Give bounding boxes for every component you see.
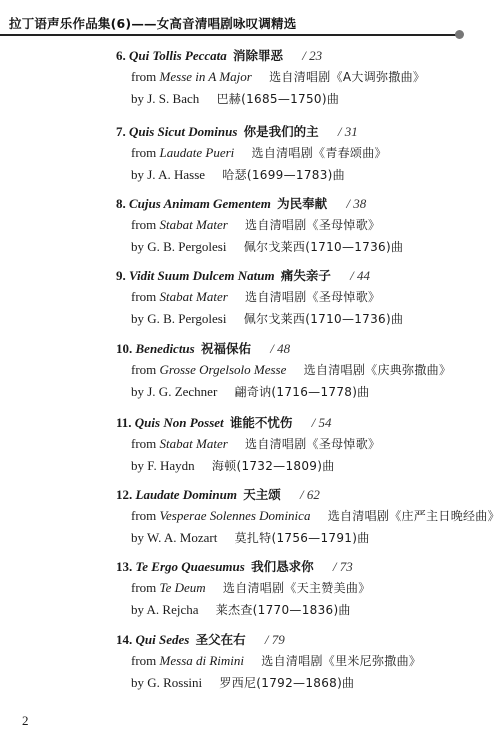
entry-number: 11. xyxy=(116,415,132,430)
by-label: by xyxy=(131,530,144,545)
entry-work-chinese: 选自清唱剧《圣母悼歌》 xyxy=(245,290,381,304)
entry-source-line xyxy=(131,68,425,85)
entry-page-ref: / 73 xyxy=(332,559,353,574)
entry-title-line xyxy=(116,630,285,648)
entry-composer-line xyxy=(131,601,351,618)
entry-work-chinese: 选自清唱剧《A大调弥撒曲》 xyxy=(269,70,426,84)
entry-latin-title: Benedictus xyxy=(135,341,195,356)
entry-latin-title: Te Ergo Quaesumus xyxy=(135,559,245,574)
entry-page-ref: / 48 xyxy=(270,341,291,356)
by-label: by xyxy=(131,91,144,106)
entry-source-line xyxy=(131,144,387,161)
entry-work-chinese: 选自清唱剧《里米尼弥撒曲》 xyxy=(261,654,422,668)
entry-source-line xyxy=(131,579,371,596)
entry-title-line xyxy=(116,194,366,212)
from-label: from xyxy=(131,580,157,595)
by-label: by xyxy=(131,239,144,254)
entry-work-chinese: 选自清唱剧《庄严主日晚经曲》 xyxy=(327,509,500,523)
entry-number: 7. xyxy=(116,124,126,139)
entry-source-line xyxy=(131,652,421,669)
by-label: by xyxy=(131,311,144,326)
entry-composer: J. S. Bach xyxy=(147,91,200,106)
entry-composer: J. A. Hasse xyxy=(147,167,206,182)
entry-source-line xyxy=(131,361,451,378)
entry-composer-chinese: 罗西尼(1792—1868)曲 xyxy=(219,676,355,690)
toc-entry xyxy=(0,557,500,637)
entry-composer: W. A. Mozart xyxy=(147,530,218,545)
entry-composer-line xyxy=(131,383,369,400)
toc-entry xyxy=(0,485,500,565)
by-label: by xyxy=(131,384,144,399)
entry-chinese-title: 圣父在右 xyxy=(195,632,246,647)
entry-number: 12. xyxy=(116,487,133,502)
toc-entry xyxy=(0,194,500,274)
from-label: from xyxy=(131,362,157,377)
entry-work-chinese: 选自清唱剧《圣母悼歌》 xyxy=(245,437,381,451)
entry-chinese-title: 天主颂 xyxy=(243,487,281,502)
entry-composer-line xyxy=(131,238,403,255)
entry-composer-chinese: 翩奇讷(1716—1778)曲 xyxy=(234,385,370,399)
entry-source-line xyxy=(131,507,500,524)
entry-page-ref: / 31 xyxy=(337,124,358,139)
entry-title-line xyxy=(116,339,290,357)
entry-number: 9. xyxy=(116,268,126,283)
entry-source-line xyxy=(131,288,380,305)
entry-composer-line xyxy=(131,674,354,691)
entry-latin-title: Cujus Animam Gementem xyxy=(129,196,271,211)
entry-title-line xyxy=(116,485,320,503)
toc-entry xyxy=(0,413,500,493)
entry-chinese-title: 痛失亲子 xyxy=(280,268,331,283)
from-label: from xyxy=(131,69,157,84)
by-label: by xyxy=(131,167,144,182)
entry-page-ref: / 23 xyxy=(302,48,323,63)
entry-number: 6. xyxy=(116,48,126,63)
entry-number: 10. xyxy=(116,341,133,356)
entry-chinese-title: 我们恳求你 xyxy=(251,559,314,574)
entry-composer-line xyxy=(131,166,345,183)
toc-entry xyxy=(0,630,500,710)
entry-work-chinese: 选自清唱剧《庆典弥撒曲》 xyxy=(303,363,452,377)
by-label: by xyxy=(131,675,144,690)
entry-composer-chinese: 巴赫(1685—1750)曲 xyxy=(216,92,340,106)
entry-work-chinese: 选自清唱剧《天主赞美曲》 xyxy=(222,581,371,595)
entry-work: Stabat Mater xyxy=(159,436,228,451)
entry-composer-line xyxy=(131,529,370,546)
entry-latin-title: Quis Sicut Dominus xyxy=(129,124,238,139)
entry-page-ref: / 38 xyxy=(346,196,367,211)
from-label: from xyxy=(131,289,157,304)
entry-chinese-title: 谁能不忧伤 xyxy=(229,415,293,430)
entry-source-line xyxy=(131,216,380,233)
entry-work: Stabat Mater xyxy=(159,217,228,232)
entry-composer: F. Haydn xyxy=(147,458,195,473)
entry-number: 8. xyxy=(116,196,126,211)
entry-work: Te Deum xyxy=(159,580,206,595)
entry-composer: G. Rossini xyxy=(147,675,203,690)
entry-work: Stabat Mater xyxy=(159,289,228,304)
entry-latin-title: Qui Tollis Peccata xyxy=(129,48,227,63)
entry-composer-chinese: 佩尔戈莱西(1710—1736)曲 xyxy=(243,240,404,254)
entry-chinese-title: 为民奉献 xyxy=(277,196,328,211)
entry-work: Messa di Rimini xyxy=(159,653,245,668)
entry-composer: A. Rejcha xyxy=(146,602,199,617)
entry-title-line xyxy=(116,46,322,64)
entry-composer-chinese: 莫扎特(1756—1791)曲 xyxy=(234,531,370,545)
entry-latin-title: Qui Sedes xyxy=(135,632,190,647)
entry-latin-title: Quis Non Posset xyxy=(134,415,224,430)
entry-title-line xyxy=(116,413,332,431)
entry-source-line xyxy=(131,435,380,452)
entry-composer-chinese: 佩尔戈莱西(1710—1736)曲 xyxy=(243,312,404,326)
entry-title-line xyxy=(116,122,358,140)
entry-work: Grosse Orgelsolo Messe xyxy=(159,362,287,377)
by-label: by xyxy=(131,458,144,473)
page-number: 2 xyxy=(22,713,29,728)
entry-page-ref: / 44 xyxy=(350,268,370,283)
entry-work: Vesperae Solennes Dominica xyxy=(159,508,311,523)
entry-composer-chinese: 莱杰查(1770—1836)曲 xyxy=(215,603,351,617)
toc-entry xyxy=(0,266,500,346)
toc-entry xyxy=(0,339,500,419)
entry-title-line xyxy=(116,266,370,284)
entry-number: 14. xyxy=(116,632,133,647)
entry-composer: G. B. Pergolesi xyxy=(147,239,227,254)
by-label: by xyxy=(131,602,144,617)
from-label: from xyxy=(131,145,157,160)
from-label: from xyxy=(131,653,157,668)
entry-composer-line xyxy=(131,310,403,327)
entry-page-ref: / 54 xyxy=(311,415,332,430)
entry-work: Messe in A Major xyxy=(159,69,252,84)
toc-entry xyxy=(0,46,500,126)
entry-page-ref: / 62 xyxy=(300,487,320,502)
entry-chinese-title: 你是我们的主 xyxy=(243,124,319,139)
entry-latin-title: Laudate Dominum xyxy=(135,487,237,502)
entry-work-chinese: 选自清唱剧《圣母悼歌》 xyxy=(245,218,381,232)
entry-composer: J. G. Zechner xyxy=(147,384,218,399)
entry-composer-line xyxy=(131,457,335,474)
entry-title-line xyxy=(116,557,353,575)
from-label: from xyxy=(131,508,157,523)
entry-chinese-title: 消除罪恶 xyxy=(233,48,284,63)
from-label: from xyxy=(131,436,157,451)
book-title: 拉丁语声乐作品集(6)——女高音清唱剧咏叹调精选 xyxy=(9,16,297,31)
toc-entry xyxy=(0,122,500,202)
entry-number: 13. xyxy=(116,559,133,574)
entry-chinese-title: 祝福保佑 xyxy=(200,341,251,356)
entry-composer-chinese: 海顿(1732—1809)曲 xyxy=(211,459,335,473)
entry-work: Laudate Pueri xyxy=(159,145,235,160)
entry-work-chinese: 选自清唱剧《青春颂曲》 xyxy=(251,146,387,160)
entry-composer-line xyxy=(131,90,339,107)
entry-page-ref: / 79 xyxy=(264,632,285,647)
from-label: from xyxy=(131,217,157,232)
entry-composer-chinese: 哈瑟(1699—1783)曲 xyxy=(222,168,345,182)
entry-composer: G. B. Pergolesi xyxy=(147,311,227,326)
entry-latin-title: Vidit Suum Dulcem Natum xyxy=(129,268,275,283)
